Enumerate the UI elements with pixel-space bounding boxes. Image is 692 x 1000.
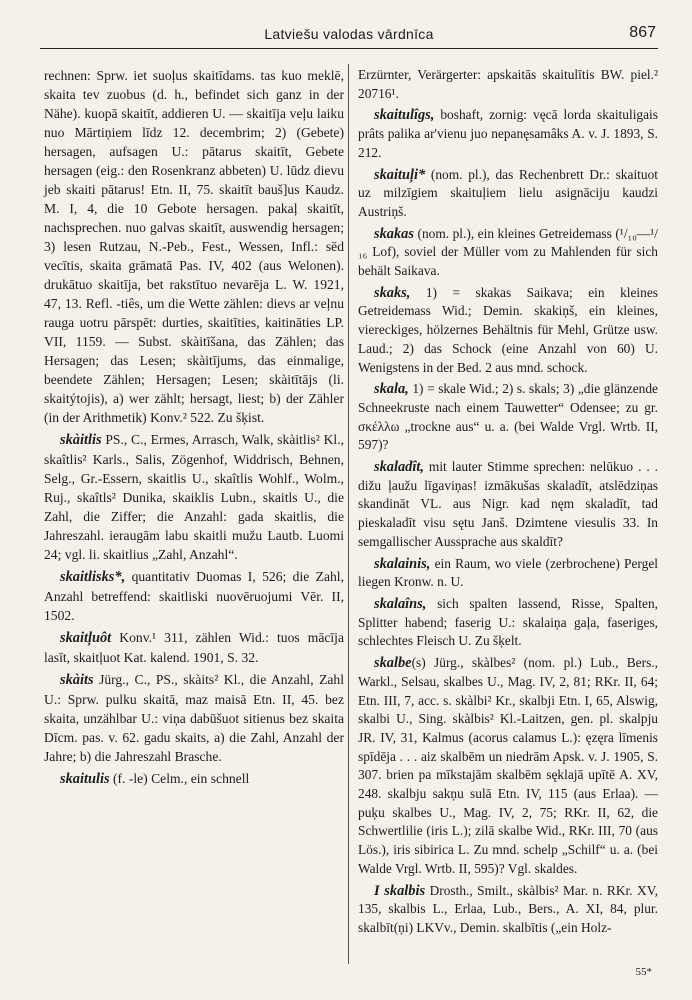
entry-skalbe: skalbe(s) Jürg., skàlbes² (nom. pl.) Lub., Bers., Warkl., Selsau, skalbes U., Mag. IV, 2, 81; RKr. II, 64; Etn. III, 7, acc. s. skàlbi² Kr., skalbji Etn. I, 65, Alswig, skalbi U., Sing. skàlbis² Kl.-Laitzen, gen. pl. skalpju JR. IV, 31, Kalmus (acorus calamus L.): ęzęra līmenis spīdēja . . . aiz skalbēm un niedrām Apsk. v. J. 1905, S. 307. brien pa mīkstajām skalbēm sęklajā upītē A. XV, 248. skalbju sakņu sulā Etn. IV, 115 (aus Erlaa). — puķu skalbes U., Mag. IV, 2, 75; RKr. II, 62, die Schwertlilie (iris L.); zilā skalbe Wid., RKr. III, 70 (aus Lös.), iris sibirica L. Zu mnd. schelp „Schilf“ u. a. (bei Walde Vrgl. Wrtb. II, 595)? Vgl. skaldes. — [358, 655, 658, 876]
entry-skaitlisks: skaitlisks*, quantitativ Duomas I, 526; die Zahl, Anzahl betreffend: skaitliski nuovēruojumi Vēr. II, 1502. — [44, 569, 344, 623]
headword: skaitļuôt — [60, 630, 112, 646]
column-divider — [348, 64, 349, 964]
headword: skakas — [374, 225, 414, 242]
page-number: 867 — [629, 24, 656, 41]
signature-mark: 55* — [635, 966, 652, 978]
left-column — [44, 66, 344, 792]
running-title: Latviešu valodas vārdnīca — [264, 26, 434, 42]
entry-skaitluot: skaitļuôt Konv.¹ 311, zählen Wid.: tuos mācīja lasīt, skaitļuot Kat. kalend. 1901, S. 32. — [44, 630, 344, 665]
headword: skala, — [374, 381, 409, 398]
entry-skaituligs: skaitulîgs, boshaft, zornig: vęcā lorda skaituligais prâts palika ar'vienu juo nepanęsamâks A. v. J. 1893, S. 212. — [358, 107, 658, 160]
entry-skalainis: skalainis, ein Raum, wo viele (zerbrochene) Pergel liegen Kronw. n. U. — [358, 555, 658, 590]
entry-skaitit-cont: rechnen: Sprw. iet suoļus skaitīdams. tas kuo meklē, skaita tev zuobus (d. h., befindet sich ganz in der Nähe). kuopā skaitīt, addieren U. — skaitīja veļu laiku nuo Mārtiņiem līdz 12. decembrim; 2) (Gebete) hersagen, aufsagen U.: pātarus skaitīt, Gebete hersagen (eig.: den Rosenkranz abbeten) U. lūdz dievu jeb skaiti pātarus! Etn. II, 75. skaitīt bauš]us Kaudz. M. I, 4, die 10 Gebote hersagen. pakaļ skaitīt, nachsprechen. nuo galvas skaitīt, auswendig hersagen; 3) lesen Rutzau, N.-Peb., Fest., Wessen, Infl.: sēd vecītis, skaita grāmatā Pas. IV, 402 (aus Welonen). drukātuo skaitīja, bet rakstītuo nevarēja L. W. 1921, 47, 13. Refl. -tiês, um die Wette zählen: dievs ar veļnu rauga uotru pārspēt: durties, skaitīties, kaitināties LP. VII, 1159. — Subst. skàitīšana, das Zählen; das Hersagen; das Lesen; skàitījums, das einmalige, beendete Zählen; Hersagen; Lesen; skàitītājs (li. skaitýtojis), a) wer zählt; hersagt, liest; b) der Zähler (in der Arithmetik) Konv.² 522. Zu šķist. — [44, 68, 344, 425]
headword: skalbe — [374, 655, 412, 672]
headword: skaituļi* — [374, 166, 426, 183]
entry-skaitulis: skaitulis (f. -le) Celm., ein schnell — [60, 771, 250, 787]
headword: I skalbis — [374, 882, 426, 899]
entry-skaladit: skaladît, mit lauter Stimme sprechen: nelūkuo . . . dižu ļaužu līgaviņas! izmākušas skaladīt, atslēdziņas skandināt VL. aus Nigr. kad nęm skaladīt, tad pieskaladīt visu sętu Janš. Dzimtene viesulis 33. In semgallischer Aussprache aus skaldīt? — [358, 459, 658, 549]
headword: skaks, — [374, 284, 411, 301]
right-column — [358, 66, 658, 941]
entry-skaks: skaks, 1) = skakas Saikava; ein kleines Getreidemass Wid.; Demin. skakiņš, ein kleines, viereckiges, hölzernes Behältnis für Mehl, Grütze usw. Laud.; 2) das Schock (eine Anzahl von 60) U. Wenigstens in der Bed. 2 aus mnd. schock. — [358, 284, 658, 375]
headword: skàitlis — [60, 432, 102, 448]
entry-skaitulis-cont: Erzürnter, Verärgerter: apskaitās skaitulītis BW. piel.² 20716¹. — [358, 67, 658, 101]
headword: skalaîns, — [374, 595, 427, 612]
headword: skaitulis — [60, 771, 110, 787]
entry-skala: skala, 1) = skale Wid.; 2) s. skals; 3) „die glänzende Schneekruste nach einem Tauwetter“ Odensee; zu gr. σκέλλω „trockne aus“ u. a. (bei Walde Vrgl. Wrtb. II, 597)? — [358, 381, 658, 453]
headword: skaladît, — [374, 459, 424, 476]
headword: skalainis, — [374, 555, 431, 572]
entry-skaituli: skaituļi* (nom. pl.), das Rechenbrett Dr.: skaituot uz milzīgiem skaituļiem lielu asignāciju kaudzi Austriņš. — [358, 166, 658, 219]
headword: skaitlisks*, — [60, 569, 126, 585]
entry-skakas: skakas (nom. pl.), ein kleines Getreidemass (¹/₁₀—¹/₁₆ Lof), soviel der Müller vom zu Mahlenden für sich behält Saikava. — [358, 225, 658, 279]
headword: skaitulîgs, — [374, 107, 435, 124]
page-header — [40, 24, 658, 49]
entry-skalbis: I skalbis Drosth., Smilt., skàlbis² Mar. n. RKr. XV, 135, skalbis L., Erlaa, Lub., Bers., A. XI, 84, plur. skalbīt(ņi) LKVv., Demin. skalbītis („ein Holz- — [358, 882, 659, 935]
headword: skàits — [60, 672, 94, 688]
entry-skaits: skàits Jürg., C., PS., skàits² Kl., die Anzahl, Zahl U.: Sprw. pulku skaitā, maz maisā Etn. II, 45. bez skaita, unzählbar U.: viņa dabūšuot sitienus bez skaita Dīcm. pas. v. 62. gadu skaits, a) die Zahl, Anzahl der Jahre; b) die Jahreszahl Brasche. — [44, 672, 344, 764]
entry-skaitlis: skàitlis PS., C., Ermes, Arrasch, Walk, skàitlis² Kl., skaîtlis² Karls., Salis, Zögenhof, Widdrisch, Behnen, Selg., Gr.-Essern, skaitlis U., skaîtlis Wohlf., Wolm., Ruj., skaîtls² Dunika, skaiklis Lubn., skaitls U., die Zahl, die Ziffer; die Anzahl: gada skaitlis, die Jahreszahl. ieraugām labu skaitli mužu Lautb. Luomi 24; vgl. li. skaitlius „Zahl, Anzahl“. — [44, 432, 344, 562]
entry-skalains: skalaîns, sich spalten lassend, Risse, Spalten, Splitter habend; faserig U.: skalaiņa gaļa, faseriges, schlechtes Fleisch U. Zu šķelt. — [358, 595, 658, 649]
